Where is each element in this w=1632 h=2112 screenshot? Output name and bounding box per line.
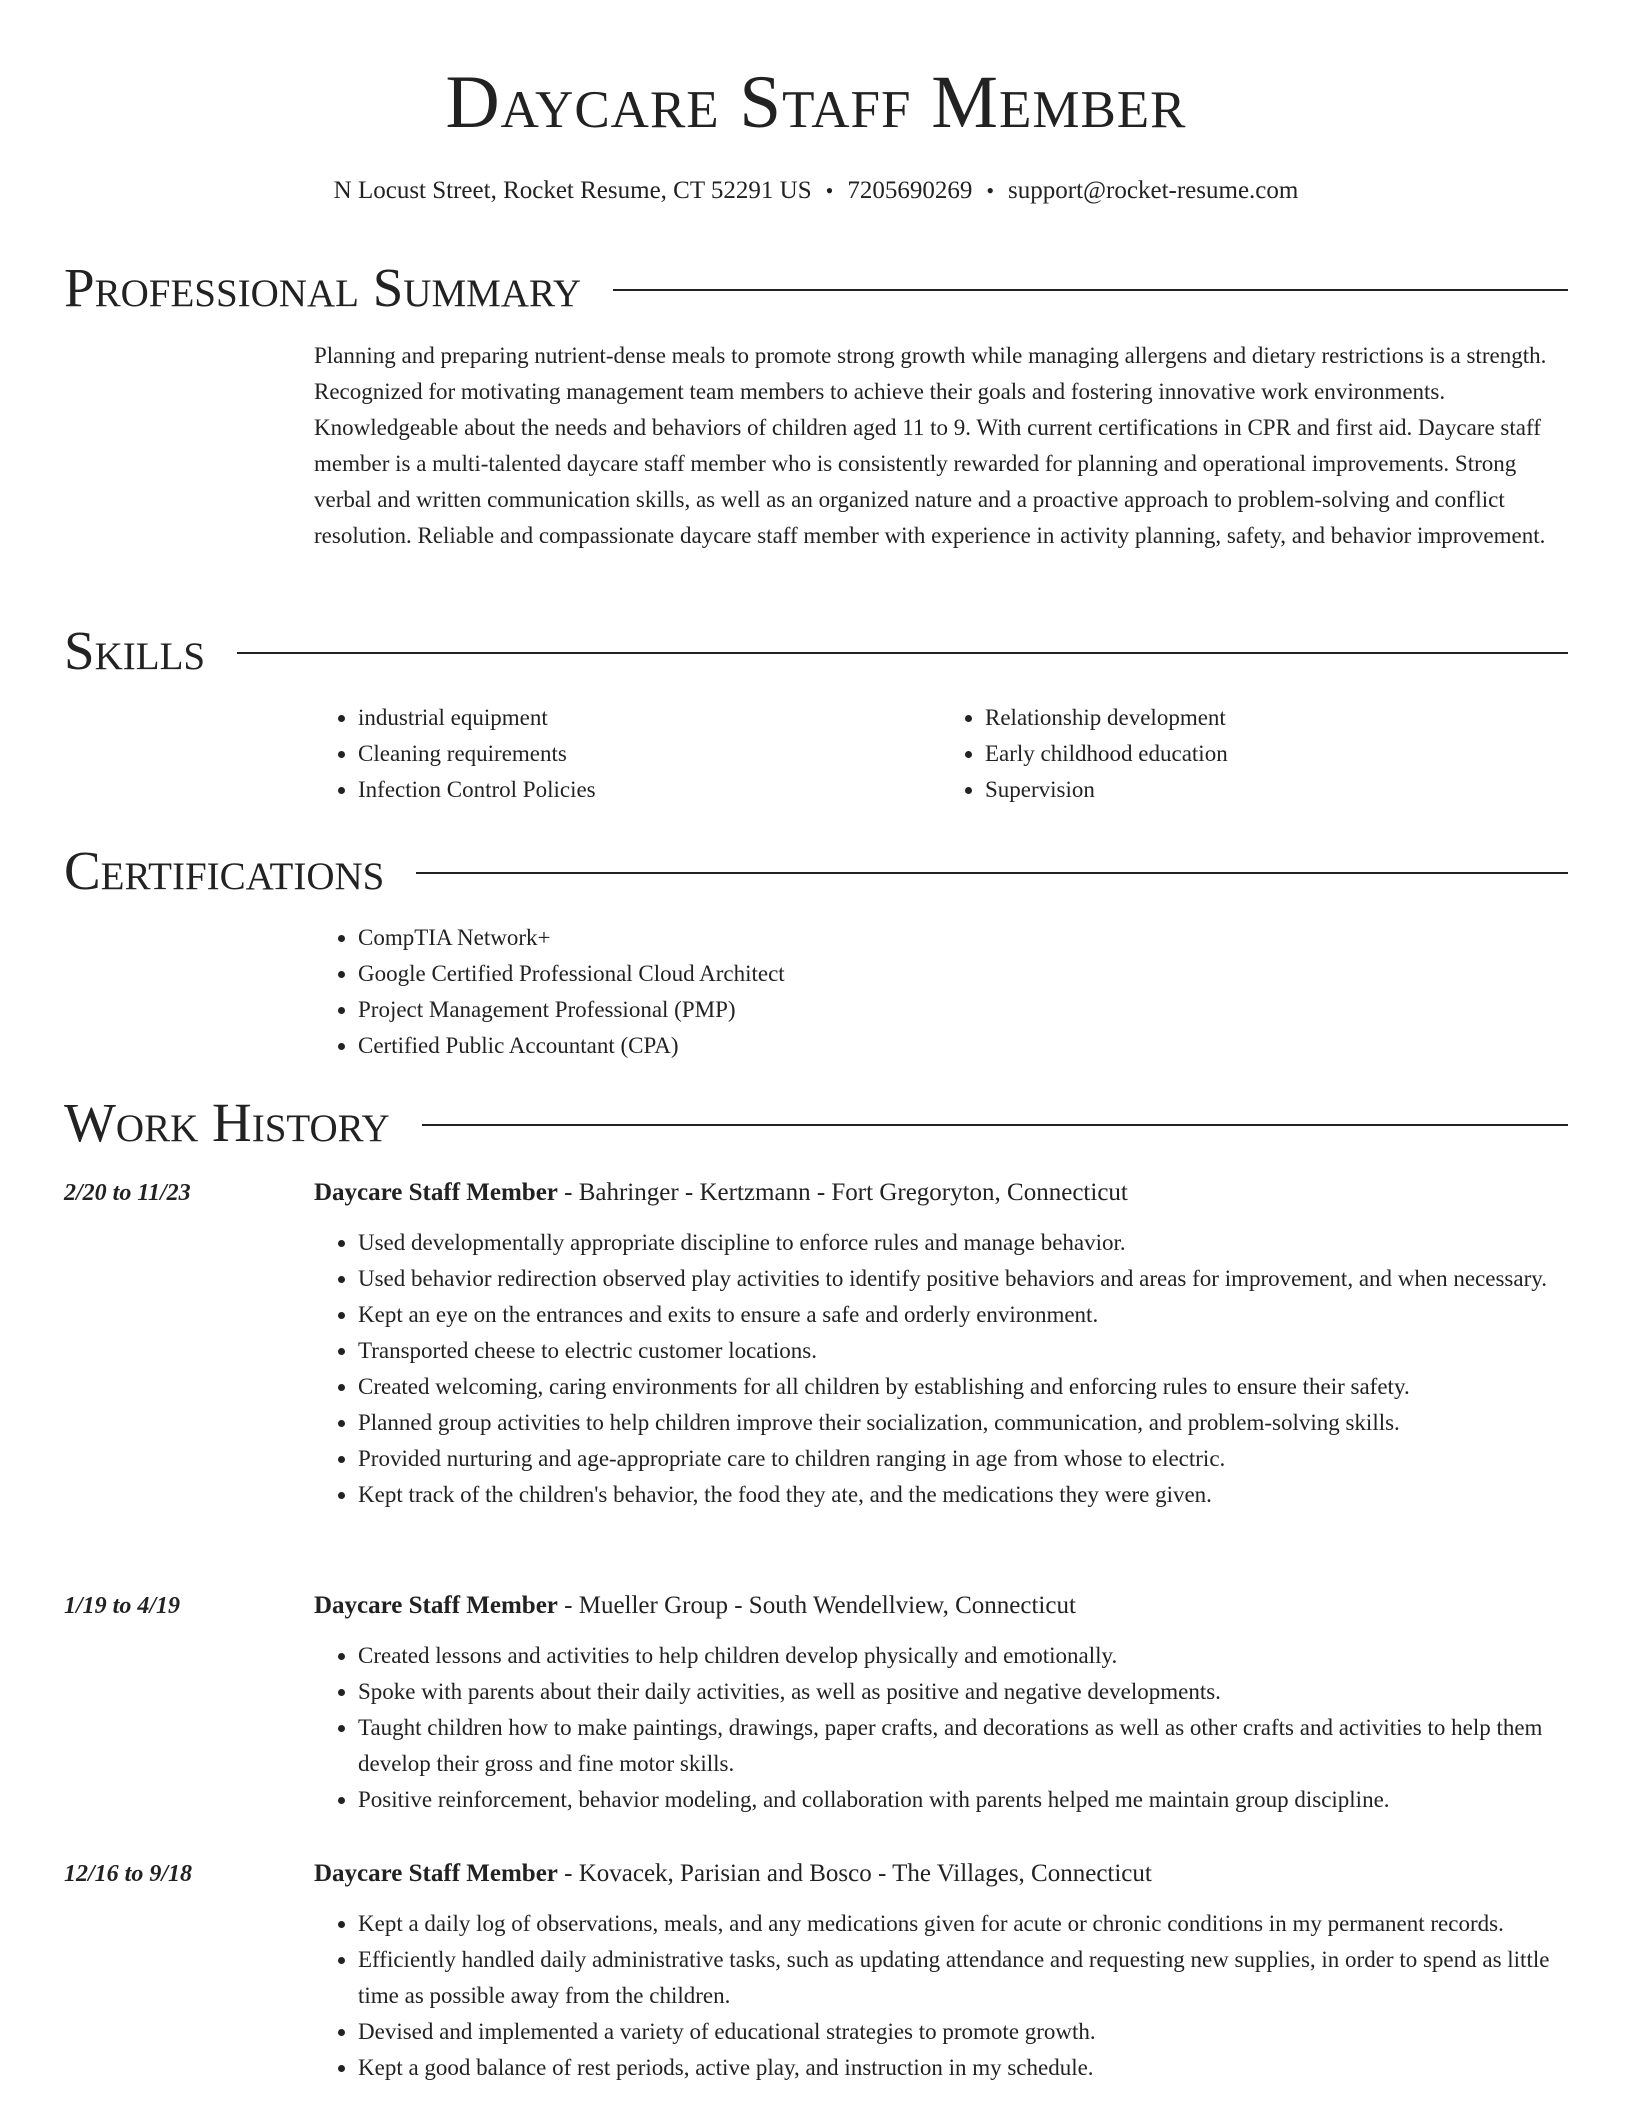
job-bullets [314, 1225, 1568, 1513]
job-bullet: • Planned group activities to help children improve their socialization, communication, and problem-solving skills. [358, 1405, 1568, 1441]
contact-separator: • [986, 178, 995, 203]
contact-line [0, 174, 1632, 208]
job-bullet: • Devised and implemented a variety of educational strategies to promote growth. [358, 2014, 1568, 2050]
certifications-list [314, 920, 1568, 1064]
section-divider [613, 289, 1568, 291]
job-bullets [314, 1906, 1568, 2086]
job-bullets [314, 1638, 1568, 1818]
section-divider [422, 1124, 1568, 1126]
job-bullet: • Taught children how to make paintings, drawings, paper crafts, and decorations as well as other crafts and activities to help them develop their gross and fine motor skills. [358, 1710, 1568, 1782]
job-bullet: • Kept track of the children's behavior, the food they ate, and the medications they were given. [358, 1477, 1568, 1513]
job-heading [314, 1588, 1568, 1624]
section-divider [237, 652, 1568, 654]
job-bullet: • Used behavior redirection observed play activities to identify positive behaviors and areas for improvement, and when necessary. [358, 1261, 1568, 1297]
section-header-certifications [64, 838, 1568, 904]
job-heading [314, 1175, 1568, 1211]
job-bullet: • Efficiently handled daily administrative tasks, such as updating attendance and requesting new supplies, in order to spend as little time as possible away from the children. [358, 1942, 1568, 2014]
job-bullet: • Spoke with parents about their daily activities, as well as positive and negative developments. [358, 1674, 1568, 1710]
summary-text: Planning and preparing nutrient-dense meals to promote strong growth while managing allergens and dietary restrictions is a strength. Recognized for motivating management team members to achieve their goals and fostering innovative work environments. Knowledgeable about the needs and behaviors of children aged 11 to 9. With current certifications in CPR and first aid. Daycare staff member is a multi-talented daycare staff member who is consistently rewarded for planning and operational improvements. Strong verbal and written communication skills, as well as an organized nature and a proactive approach to problem-solving and conflict resolution. Reliable and compassionate daycare staff member with experience in activity planning, safety, and behavior improvement. [314, 343, 1547, 548]
job-title: Daycare Staff Member [314, 1860, 558, 1887]
certification-item: • Certified Public Accountant (CPA) [358, 1028, 1568, 1064]
certification-item: • Project Management Professional (PMP) [358, 992, 1568, 1028]
job-bullet: • Used developmentally appropriate discipline to enforce rules and manage behavior. [358, 1225, 1568, 1261]
job-details: - Bahringer - Kertzmann - Fort Gregoryton, Connecticut [557, 1179, 1128, 1206]
contact-phone: 7205690269 [847, 177, 973, 204]
skill-item: • Supervision [985, 772, 1568, 808]
job-bullet: • Created lessons and activities to help children develop physically and emotionally. [358, 1638, 1568, 1674]
job-heading [314, 1856, 1568, 1892]
skills-list [314, 700, 1568, 808]
resume-name: Daycare Staff Member [445, 61, 1187, 144]
section-title-skills: Skills [64, 620, 206, 681]
skills-column-right [941, 700, 1568, 808]
section-header-summary [64, 255, 1568, 321]
section-title-summary: Professional Summary [64, 257, 582, 318]
job-bullet: • Kept a daily log of observations, meals, and any medications given for acute or chronic conditions in my permanent records. [358, 1906, 1568, 1942]
skill-item: • industrial equipment [358, 700, 941, 736]
contact-separator: • [825, 178, 834, 203]
job-bullet: • Provided nurturing and age-appropriate care to children ranging in age from whose to electric. [358, 1441, 1568, 1477]
section-header-work-history [64, 1090, 1568, 1156]
section-divider [416, 872, 1568, 874]
skills-column-left [314, 700, 941, 808]
section-title-certifications: Certifications [64, 840, 385, 901]
skill-item: • Early childhood education [985, 736, 1568, 772]
job-bullet: • Created welcoming, caring environments for all children by establishing and enforcing rules to ensure their safety. [358, 1369, 1568, 1405]
job-title: Daycare Staff Member [314, 1179, 558, 1206]
contact-address: N Locust Street, Rocket Resume, CT 52291 US [333, 177, 812, 204]
job-title: Daycare Staff Member [314, 1592, 558, 1619]
certification-item: • CompTIA Network+ [358, 920, 1568, 956]
section-header-skills [64, 618, 1568, 684]
job-bullet: • Positive reinforcement, behavior modeling, and collaboration with parents helped me maintain group discipline. [358, 1782, 1568, 1818]
skill-item: • Cleaning requirements [358, 736, 941, 772]
job-dates: 12/16 to 9/18 [64, 1861, 193, 1887]
job-dates: 2/20 to 11/23 [64, 1180, 191, 1206]
job-details: - Kovacek, Parisian and Bosco - The Villages, Connecticut [557, 1860, 1152, 1887]
skill-item: • Relationship development [985, 700, 1568, 736]
job-details: - Mueller Group - South Wendellview, Connecticut [557, 1592, 1076, 1619]
section-title-work-history: Work History [64, 1092, 390, 1153]
certification-item: • Google Certified Professional Cloud Architect [358, 956, 1568, 992]
job-bullet: • Kept an eye on the entrances and exits to ensure a safe and orderly environment. [358, 1297, 1568, 1333]
job-bullet: • Kept a good balance of rest periods, active play, and instruction in my schedule. [358, 2050, 1568, 2086]
job-bullet: • Transported cheese to electric customer locations. [358, 1333, 1568, 1369]
job-dates: 1/19 to 4/19 [64, 1593, 181, 1619]
skill-item: • Infection Control Policies [358, 772, 941, 808]
contact-email: support@rocket-resume.com [1008, 177, 1299, 204]
